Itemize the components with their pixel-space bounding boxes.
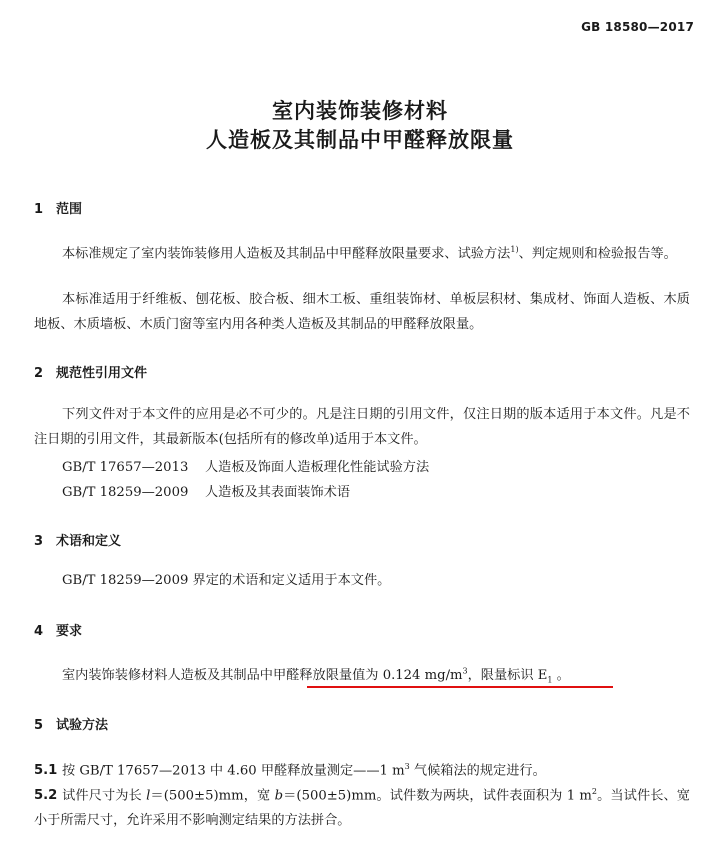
variable-l: l — [146, 788, 151, 804]
clause-number: 5.1 — [34, 763, 58, 779]
text: 试件尺寸为长 — [62, 788, 147, 804]
text: 室内装饰装修材料人造板及其制品中甲醛释放限量值为 0.124 mg/m — [62, 668, 463, 683]
section-title: 范围 — [56, 202, 83, 217]
reference-title: 人造板及饰面人造板理化性能试验方法 — [205, 460, 430, 475]
text: ＝(500±5)mm，宽 — [150, 788, 275, 804]
superscript: 3 — [404, 762, 410, 771]
section-1-heading — [34, 198, 82, 217]
text: ＝(500±5)mm。试件数为两块，试件表面积为 1 m — [283, 788, 592, 804]
section-number: 3 — [34, 534, 44, 549]
section-number: 2 — [34, 366, 44, 381]
text: 。 — [552, 668, 570, 683]
superscript: 3 — [462, 666, 468, 676]
section-title: 要求 — [56, 624, 83, 639]
reference-item — [62, 481, 350, 500]
clause-number: 5.2 — [34, 788, 58, 804]
reference-code: GB/T 17657—2013 — [62, 460, 189, 475]
text: 。当试件长、宽小于所需尺寸，允许采用不影响测定结果的方法拼合。 — [34, 788, 690, 829]
variable-b: b — [274, 788, 284, 804]
section-number: 5 — [34, 718, 44, 733]
text: 本标准规定了室内装饰装修用人造板及其制品中甲醛释放限量要求、试验方法 — [62, 246, 511, 262]
section-number: 1 — [34, 202, 44, 217]
section-3-heading — [34, 530, 121, 549]
section-3-paragraph-1: GB/T 18259—2009 界定的术语和定义适用于本文件。 — [62, 573, 391, 588]
text: 按 GB/T 17657—2013 中 4.60 甲醛释放量测定——1 m — [62, 763, 405, 779]
superscript: 2 — [591, 787, 597, 796]
text: 气候箱法的规定进行。 — [409, 763, 546, 779]
standard-code: GB 18580—2017 — [581, 20, 694, 34]
clause-5-2 — [34, 779, 690, 833]
reference-code: GB/T 18259—2009 — [62, 485, 189, 500]
section-title: 术语和定义 — [56, 534, 122, 549]
reference-title: 人造板及其表面装饰术语 — [205, 485, 351, 500]
section-1-paragraph-1 — [34, 237, 690, 266]
section-title: 试验方法 — [56, 718, 109, 733]
section-number: 4 — [34, 624, 44, 639]
section-5-heading — [34, 714, 108, 733]
document-title-line2: 人造板及其制品中甲醛释放限量 — [206, 128, 514, 152]
section-2-paragraph-1: 下列文件对于本文件的应用是必不可少的。凡是注日期的引用文件，仅注日期的版本适用于本文件。凡是不注日期的引用文件，其最新版本(包括所有的修改单)适用于本文件。 — [34, 407, 690, 447]
text: ，限量标识 E — [467, 668, 548, 683]
section-1-paragraph-2: 本标准适用于纤维板、刨花板、胶合板、细木工板、重组装饰材、单板层积材、集成材、饰面人造板、木质地板、木质墙板、木质门窗等室内用各种类人造板及其制品的甲醛释放限量。 — [34, 292, 690, 332]
footnote-marker: 1) — [510, 245, 519, 254]
section-2-heading — [34, 362, 147, 381]
subscript: 1 — [547, 675, 553, 685]
reference-item — [62, 456, 429, 475]
section-4-requirement — [62, 664, 570, 685]
section-4-heading — [34, 620, 82, 639]
document-title-line1: 室内装饰装修材料 — [272, 99, 448, 123]
highlight-underline — [307, 686, 613, 688]
text: 、判定规则和检验报告等。 — [518, 246, 677, 262]
section-title: 规范性引用文件 — [56, 366, 148, 381]
